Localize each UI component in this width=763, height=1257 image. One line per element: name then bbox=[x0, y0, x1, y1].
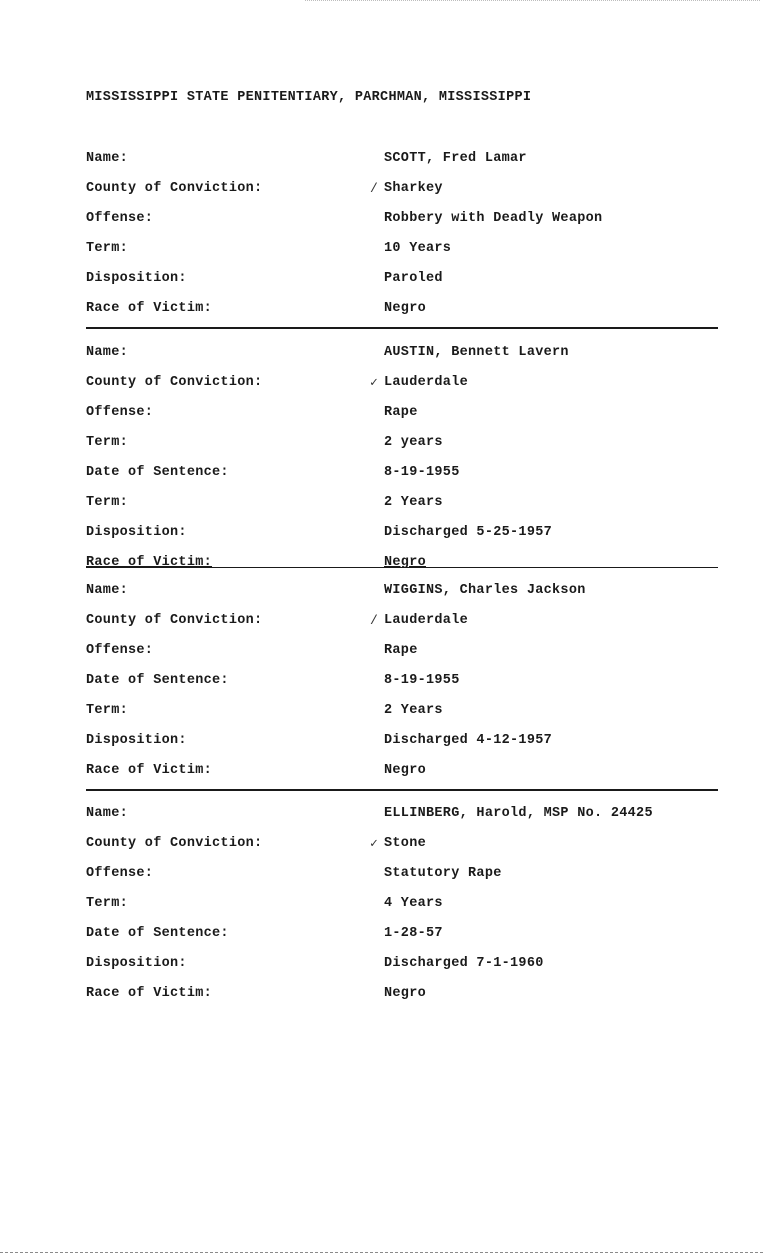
field-label: Disposition: bbox=[86, 733, 187, 748]
document-title: MISSISSIPPI STATE PENITENTIARY, PARCHMAN, MISSISSIPPI bbox=[86, 90, 532, 105]
field-label: Race of Victim: bbox=[86, 555, 213, 570]
field-label: Name: bbox=[86, 151, 129, 166]
record-row bbox=[86, 434, 720, 464]
check-mark: / bbox=[370, 613, 379, 628]
record-row bbox=[86, 702, 720, 732]
field-value: 8-19-1955 bbox=[384, 673, 460, 688]
field-value bbox=[370, 180, 443, 198]
scan-edge-bottom bbox=[0, 1248, 763, 1253]
check-mark: ✓ bbox=[370, 375, 379, 390]
record-row bbox=[86, 554, 720, 584]
field-label: County of Conviction: bbox=[86, 836, 263, 851]
field-value-text: Lauderdale bbox=[384, 375, 469, 390]
field-label: Disposition: bbox=[86, 525, 187, 540]
record-row bbox=[86, 805, 720, 835]
field-value: Robbery with Deadly Weapon bbox=[384, 211, 603, 226]
field-value: 4 Years bbox=[384, 896, 443, 911]
record-row bbox=[86, 985, 720, 1015]
record-row bbox=[86, 925, 720, 955]
field-value-text: Sharkey bbox=[384, 181, 443, 196]
record-row bbox=[86, 582, 720, 612]
record-ellinberg bbox=[86, 805, 720, 1015]
record-row bbox=[86, 762, 720, 792]
field-value: 2 Years bbox=[384, 703, 443, 718]
record-row bbox=[86, 612, 720, 642]
check-mark: / bbox=[370, 181, 379, 196]
field-value: 2 Years bbox=[384, 495, 443, 510]
record-divider bbox=[86, 327, 718, 329]
record-wiggins bbox=[86, 582, 720, 792]
record-row bbox=[86, 835, 720, 865]
record-row bbox=[86, 150, 720, 180]
field-label: Date of Sentence: bbox=[86, 673, 229, 688]
field-value: AUSTIN, Bennett Lavern bbox=[384, 345, 569, 360]
field-label: Disposition: bbox=[86, 956, 187, 971]
record-divider bbox=[86, 789, 718, 791]
field-label: County of Conviction: bbox=[86, 613, 263, 628]
field-value: 2 years bbox=[384, 435, 443, 450]
field-label: Offense: bbox=[86, 866, 154, 881]
field-value bbox=[370, 612, 469, 630]
field-value-text: Lauderdale bbox=[384, 613, 469, 628]
record-austin bbox=[86, 344, 720, 584]
record-row bbox=[86, 374, 720, 404]
field-label: Name: bbox=[86, 583, 129, 598]
field-label: Term: bbox=[86, 435, 129, 450]
record-row bbox=[86, 180, 720, 210]
field-label: Date of Sentence: bbox=[86, 926, 229, 941]
field-label: Disposition: bbox=[86, 271, 187, 286]
field-value: Rape bbox=[384, 405, 418, 420]
scan-edge-top bbox=[305, 0, 760, 4]
record-row bbox=[86, 642, 720, 672]
record-row bbox=[86, 270, 720, 300]
record-row bbox=[86, 895, 720, 925]
record-row bbox=[86, 494, 720, 524]
field-label: Race of Victim: bbox=[86, 763, 213, 778]
field-label: Term: bbox=[86, 495, 129, 510]
record-row bbox=[86, 955, 720, 985]
field-value: Discharged 4-12-1957 bbox=[384, 733, 553, 748]
record-row bbox=[86, 865, 720, 895]
field-value-text: Stone bbox=[384, 836, 427, 851]
field-value: SCOTT, Fred Lamar bbox=[384, 151, 527, 166]
field-label: Offense: bbox=[86, 405, 154, 420]
field-value: Rape bbox=[384, 643, 418, 658]
field-label: Offense: bbox=[86, 211, 154, 226]
field-value: 8-19-1955 bbox=[384, 465, 460, 480]
field-value: 1-28-57 bbox=[384, 926, 443, 941]
field-value: Negro bbox=[384, 763, 427, 778]
field-value: Negro bbox=[384, 301, 427, 316]
record-row bbox=[86, 464, 720, 494]
record-divider bbox=[86, 567, 718, 568]
field-value: Statutory Rape bbox=[384, 866, 502, 881]
field-label: Date of Sentence: bbox=[86, 465, 229, 480]
field-label: Term: bbox=[86, 241, 129, 256]
record-row bbox=[86, 732, 720, 762]
field-value: Discharged 5-25-1957 bbox=[384, 525, 553, 540]
record-row bbox=[86, 524, 720, 554]
field-label: Race of Victim: bbox=[86, 301, 213, 316]
field-value bbox=[370, 374, 469, 392]
field-label: Term: bbox=[86, 896, 129, 911]
record-scott bbox=[86, 150, 720, 330]
field-value: WIGGINS, Charles Jackson bbox=[384, 583, 586, 598]
field-label: County of Conviction: bbox=[86, 181, 263, 196]
field-label: Race of Victim: bbox=[86, 986, 213, 1001]
field-value: Paroled bbox=[384, 271, 443, 286]
field-value bbox=[370, 835, 427, 853]
record-row bbox=[86, 240, 720, 270]
record-row bbox=[86, 210, 720, 240]
record-row bbox=[86, 300, 720, 330]
field-label: Offense: bbox=[86, 643, 154, 658]
field-value: Negro bbox=[384, 555, 427, 570]
field-label: Term: bbox=[86, 703, 129, 718]
record-row bbox=[86, 672, 720, 702]
field-label: County of Conviction: bbox=[86, 375, 263, 390]
field-value: Negro bbox=[384, 986, 427, 1001]
record-row bbox=[86, 404, 720, 434]
field-label: Name: bbox=[86, 806, 129, 821]
field-value: Discharged 7-1-1960 bbox=[384, 956, 544, 971]
field-label: Name: bbox=[86, 345, 129, 360]
field-value: 10 Years bbox=[384, 241, 452, 256]
check-mark: ✓ bbox=[370, 836, 379, 851]
field-value: ELLINBERG, Harold, MSP No. 24425 bbox=[384, 806, 653, 821]
record-row bbox=[86, 344, 720, 374]
